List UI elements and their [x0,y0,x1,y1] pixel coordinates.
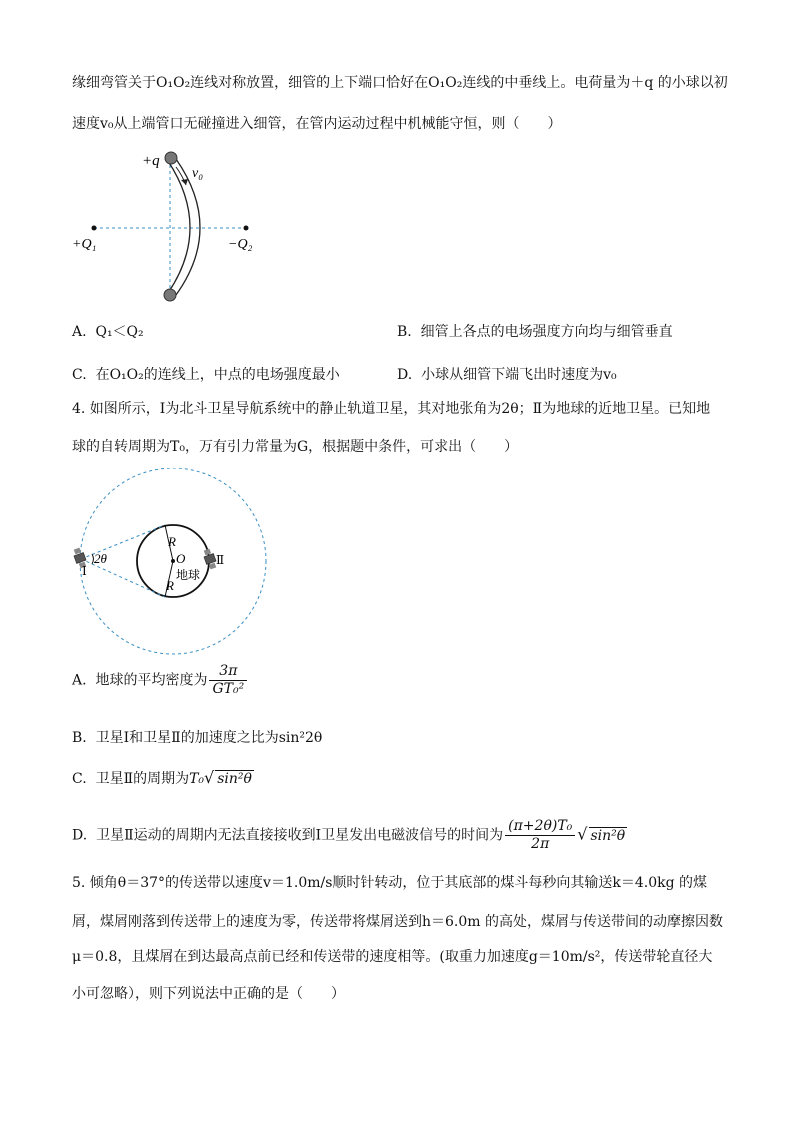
q3-label-q1: +Q₁ [72,237,97,252]
q4-option-d-root: sin²θ [590,827,626,844]
q4-option-a-denominator: GT₀² [212,681,245,697]
q4-option-d-numerator: (π+2θ)T₀ [505,818,575,836]
q4-option-c-period: T₀ [189,771,205,787]
q3-option-b-text: 细管上各点的电场强度方向均与细管垂直 [420,324,673,340]
q3-option-b [397,323,673,341]
q4-label-sat1: Ⅰ [82,564,87,578]
q3-option-c [72,366,340,384]
q3-option-a-text: Q₁＜Q₂ [95,324,144,340]
q5-line-3: μ＝0.8，且煤屑在到达最高点前已经和传送带的速度相等。(取重力加速度g＝10m/s²，传送带轮直径大 [72,949,713,965]
q3-label-q2: −Q₂ [228,237,253,252]
q3-option-a [72,323,144,341]
q4-center-dot [171,559,175,563]
q3-option-c-text: 在O₁O₂的连线上，中点的电场强度最小 [95,367,340,383]
sqrt-icon: √ [204,768,215,787]
q4-option-d [72,818,627,853]
q3-label-v0: v₀ [192,166,204,181]
q4-label-sat2: Ⅱ [216,553,225,567]
q4-option-c-root: sin²θ [217,771,252,787]
q4-option-a-letter: A. [72,672,87,689]
q3-option-b-letter: B. [397,324,412,340]
q3-figure [64,145,274,310]
q4-option-b-text: 卫星Ⅰ和卫星Ⅱ的加速度之比为sin²2θ [95,730,323,746]
q4-option-c-letter: C. [72,771,87,787]
q3-left-charge-dot [92,226,97,231]
q4-label-earth: 地球 [176,568,201,582]
q4-option-b [72,729,322,747]
q4-option-d-letter: D. [72,827,88,844]
q5-line-2: 屑，煤屑刚落到传送带上的速度为零，传送带将煤屑送到h＝6.0m 的高处，煤屑与传送带间的动摩擦因数 [72,914,724,930]
q4-option-b-letter: B. [72,730,87,746]
q3-option-d-text: 小球从细管下端飞出时速度为v₀ [421,367,617,383]
q3-option-d [397,366,617,384]
q3-right-charge-dot [244,226,249,231]
arrowhead-icon [181,179,188,185]
q3-option-c-letter: C. [72,367,87,383]
q4-option-c [72,769,254,788]
q4-option-a-text: 地球的平均密度为 [95,672,208,689]
q4-stem-line-2: 球的自转周期为T₀，万有引力常量为G，根据题中条件，可求出（ ） [72,439,519,455]
q4-option-d-denominator: 2π [531,836,550,852]
q3-label-q: +q [142,153,160,169]
q4-stem-line-1: 4. 如图所示，Ⅰ为北斗卫星导航系统中的静止轨道卫星，其对地张角为2θ；Ⅱ为地球的近地卫星。已知地 [72,401,711,417]
q3-stem-line-1: 缘细弯管关于O₁O₂连线对称放置，细管的上下端口恰好在O₁O₂连线的中垂线上。电荷量为＋q 的小球以初 [72,75,728,91]
q4-label-r-top: R [168,534,176,549]
q4-option-a-fraction [209,663,247,698]
sqrt-icon: √ [577,824,588,844]
q5-line-4: 小可忽略），则下列说法中正确的是（ ） [72,986,345,1002]
q4-label-center: O [176,551,186,566]
q4-option-a [72,663,249,698]
q3-option-d-letter: D. [397,367,413,383]
q5-line-1: 5. 倾角θ＝37°的传送带以速度v＝1.0m/s顺时针转动，位于其底部的煤斗每秒向其输送k＝4.0kg 的煤 [72,875,708,891]
q3-option-a-letter: A. [72,324,87,340]
q4-option-d-text: 卫星Ⅱ运动的周期内无法直接接收到Ⅰ卫星发出电磁波信号的时间为 [96,827,504,844]
q4-option-d-fraction [505,818,575,853]
q3-ball-bottom [164,289,176,301]
q4-label-angle: 2θ [94,551,107,566]
q4-label-r-bottom: R [166,578,174,593]
q4-option-c-text: 卫星Ⅱ的周期为 [95,771,190,787]
q4-option-a-numerator: 3π [209,663,247,681]
q3-stem-line-2: 速度v₀从上端管口无碰撞进入细管，在管内运动过程中机械能守恒，则（ ） [72,116,562,132]
q4-figure [68,468,278,658]
q3-ball-top [165,152,177,164]
